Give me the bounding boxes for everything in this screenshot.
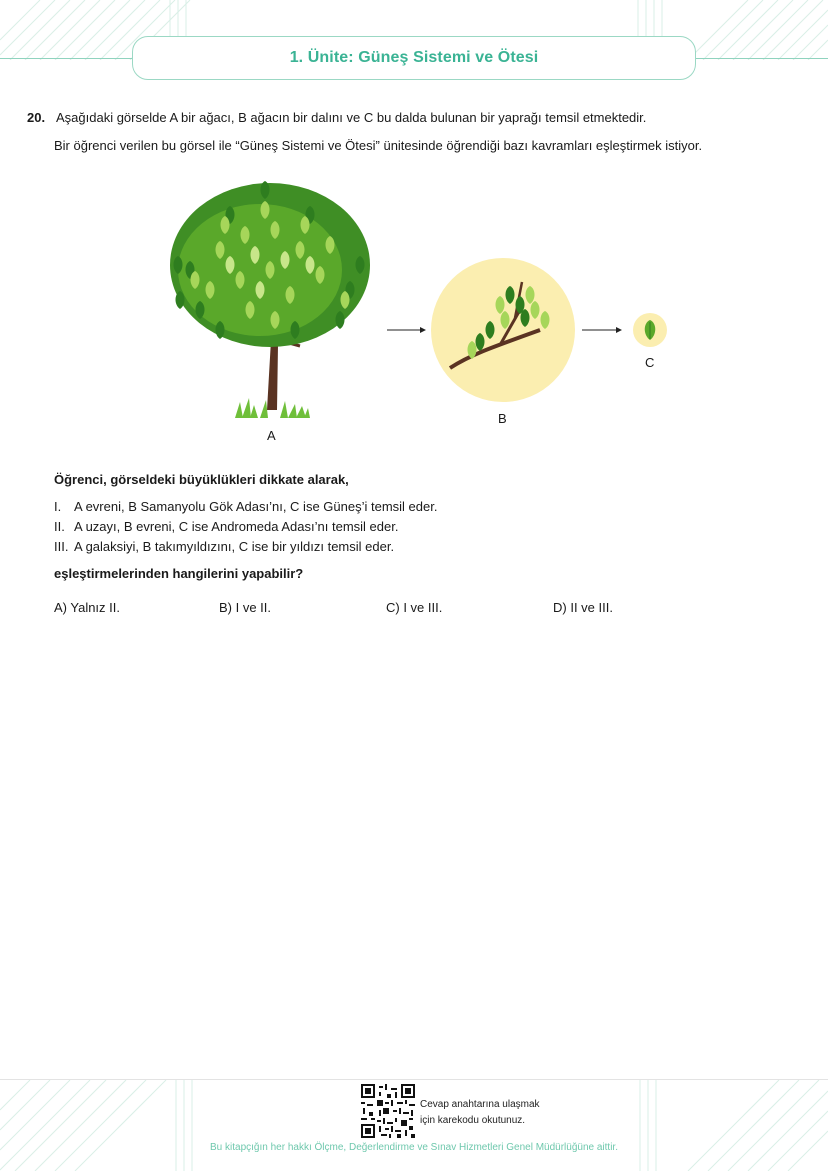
question-figure bbox=[150, 170, 680, 440]
qr-instructions bbox=[420, 1097, 540, 1129]
question-stem-line1: Aşağıdaki görselde A bir ağacı, B ağacın bir dalını ve C bu dalda bulunan bir yaprağı temsil etmektedir. bbox=[56, 110, 647, 125]
statement-roman: II. bbox=[54, 519, 65, 534]
question-prompt-end: eşleştirmelerinden hangilerini yapabilir? bbox=[54, 566, 304, 581]
statement-1 bbox=[54, 499, 437, 514]
statement-roman: I. bbox=[54, 499, 62, 514]
statement-text: A galaksiyi, B takımyıldızını, C ise bir yıldızı temsil eder. bbox=[74, 539, 395, 554]
option-b[interactable]: B) I ve II. bbox=[219, 600, 272, 615]
question-number: 20. bbox=[27, 110, 46, 125]
footer-hatch-left bbox=[0, 1080, 200, 1171]
arrow-a-to-b bbox=[387, 327, 426, 333]
question-stem-line2: Bir öğrenci verilen bu görsel ile “Güneş Sistemi ve Ötesi” ünitesinde öğrendiği bazı kavramları eşleştirmek istiyor. bbox=[54, 138, 703, 153]
label-b: B bbox=[498, 411, 507, 426]
qr-code-icon[interactable] bbox=[361, 1084, 415, 1138]
statement-2 bbox=[54, 519, 398, 534]
statement-roman: III. bbox=[54, 539, 69, 554]
footer-rule bbox=[0, 1079, 828, 1080]
option-d[interactable]: D) II ve III. bbox=[553, 600, 613, 615]
statement-text: A uzayı, B evreni, C ise Andromeda Adası’nı temsil eder. bbox=[74, 519, 399, 534]
label-a: A bbox=[267, 428, 276, 443]
statement-3 bbox=[54, 539, 394, 554]
arrow-b-to-c bbox=[582, 327, 622, 333]
branch-illustration bbox=[431, 258, 575, 402]
question-prompt: Öğrenci, görseldeki büyüklükleri dikkate alarak, bbox=[54, 472, 349, 487]
leaf-illustration bbox=[633, 313, 667, 347]
header-tab bbox=[132, 36, 696, 80]
statement-text: A evreni, B Samanyolu Gök Adası’nı, C ise Güneş’i temsil eder. bbox=[74, 499, 438, 514]
label-c: C bbox=[645, 355, 655, 370]
qr-text-line2: için karekodu okutunuz. bbox=[420, 1115, 526, 1126]
unit-title: 1. Ünite: Güneş Sistemi ve Ötesi bbox=[289, 49, 539, 66]
footer-copyright: Bu kitapçığın her hakkı Ölçme, Değerlendirme ve Sınav Hizmetleri Genel Müdürlüğüne aittir. bbox=[210, 1142, 618, 1153]
option-a[interactable]: A) Yalnız II. bbox=[54, 600, 120, 615]
qr-text-line1: Cevap anahtarına ulaşmak bbox=[420, 1099, 540, 1110]
option-c[interactable]: C) I ve III. bbox=[386, 600, 443, 615]
footer-hatch-right bbox=[628, 1080, 828, 1171]
tree-illustration bbox=[170, 181, 370, 418]
tree-canopy bbox=[170, 181, 370, 347]
